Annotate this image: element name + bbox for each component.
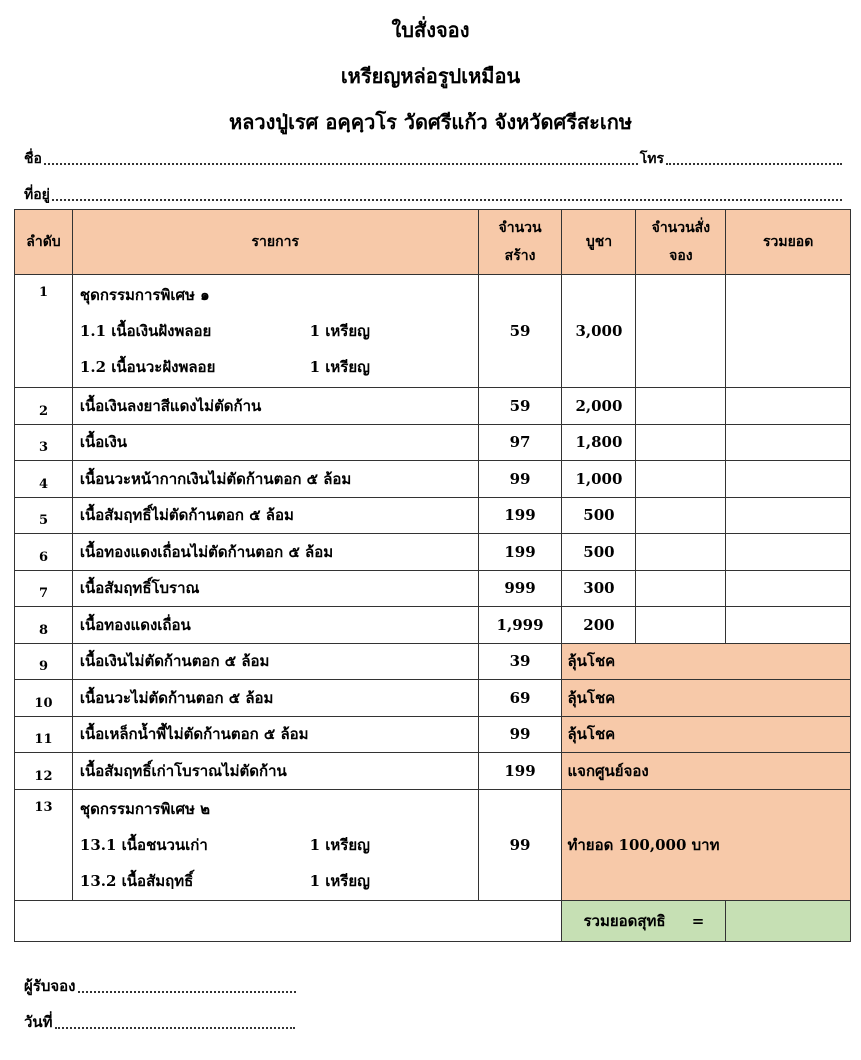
- row-total-input[interactable]: [726, 424, 851, 461]
- header-qty-line2: สร้าง: [504, 248, 536, 264]
- row-no: 3: [15, 424, 73, 461]
- table-row: [15, 789, 851, 900]
- row-price: 500: [562, 497, 636, 534]
- phone-label: โทร: [639, 151, 664, 167]
- row-price: 2,000: [562, 388, 636, 425]
- name-field[interactable]: [44, 163, 638, 165]
- row-qty: 39: [478, 643, 562, 680]
- row-qty: 59: [478, 275, 562, 388]
- row-item: เนื้อเงินลงยาสีแดงไม่ตัดก้าน: [72, 388, 478, 425]
- table-row: [15, 753, 851, 790]
- sum-empty-cell: [15, 900, 562, 941]
- form-title: ใบสั่งจอง: [391, 18, 470, 42]
- row-note: ทำยอด 100,000 บาท: [562, 789, 851, 900]
- sum-label-cell: [562, 900, 726, 941]
- row-qty: 199: [478, 753, 562, 790]
- receiver-row: [24, 974, 296, 998]
- row-qty: 97: [478, 424, 562, 461]
- address-row: [24, 182, 844, 206]
- table-row: [15, 643, 851, 680]
- header-order: [636, 210, 726, 275]
- row-item-title: ชุดกรรมการพิเศษ ๒: [79, 799, 211, 818]
- row-no: 1: [15, 275, 73, 388]
- row-total-input[interactable]: [726, 275, 851, 388]
- header-qty-line1: จำนวน: [498, 220, 542, 236]
- receiver-label: ผู้รับจอง: [24, 977, 76, 995]
- address-field[interactable]: [52, 199, 842, 201]
- row-price: 1,000: [562, 461, 636, 498]
- row-total-input[interactable]: [726, 461, 851, 498]
- table-row: [15, 570, 851, 607]
- subitem-name: 1.2 เนื้อนวะฝังพลอย: [79, 358, 216, 376]
- row-order-input[interactable]: [636, 388, 726, 425]
- row-subitem: [80, 863, 478, 899]
- row-no: 6: [15, 534, 73, 571]
- header-no: ลำดับ: [15, 210, 73, 275]
- row-no: 11: [15, 716, 73, 753]
- row-qty: 99: [478, 716, 562, 753]
- form-subtitle: เหรียญหล่อรูปเหมือน: [340, 64, 521, 88]
- date-row: [24, 1010, 295, 1034]
- row-item: เนื้อเงิน: [72, 424, 478, 461]
- header-order-line1: จำนวนสั่ง: [651, 220, 711, 236]
- subitem-qty: 1 เหรียญ: [309, 322, 370, 340]
- row-order-input[interactable]: [636, 424, 726, 461]
- name-label: ชื่อ: [24, 151, 42, 167]
- row-order-input[interactable]: [636, 607, 726, 644]
- subitem-name: 1.1 เนื้อเงินฝังพลอย: [79, 322, 212, 340]
- row-item: เนื้อทองแดงเถื่อน: [72, 607, 478, 644]
- table-row: [15, 275, 851, 388]
- subitem-qty: 1 เหรียญ: [309, 835, 370, 854]
- row-item: เนื้อทองแดงเถื่อนไม่ตัดก้านตอก ๕ ล้อม: [72, 534, 478, 571]
- phone-field[interactable]: [666, 163, 842, 165]
- row-order-input[interactable]: [636, 570, 726, 607]
- subitem-name: 13.2 เนื้อสัมฤทธิ์: [79, 871, 194, 890]
- header-order-line2: จอง: [669, 248, 693, 264]
- row-order-input[interactable]: [636, 534, 726, 571]
- row-price: 1,800: [562, 424, 636, 461]
- row-no: 8: [15, 607, 73, 644]
- row-note: ลุ้นโชค: [562, 716, 851, 753]
- row-qty: 199: [478, 534, 562, 571]
- row-order-input[interactable]: [636, 461, 726, 498]
- row-item: [72, 275, 478, 388]
- header-item: รายการ: [72, 210, 478, 275]
- row-no: 4: [15, 461, 73, 498]
- row-total-input[interactable]: [726, 388, 851, 425]
- row-item: เนื้อนวะหน้ากากเงินไม่ตัดก้านตอก ๕ ล้อม: [72, 461, 478, 498]
- row-item: เนื้อสัมฤทธิ์เก่าโบราณไม่ตัดก้าน: [72, 753, 478, 790]
- row-subitem: [80, 313, 478, 349]
- row-item-title: ชุดกรรมการพิเศษ ๑: [79, 286, 210, 304]
- row-qty: 59: [478, 388, 562, 425]
- row-qty: 99: [478, 461, 562, 498]
- sum-row: [15, 900, 851, 941]
- row-qty: 69: [478, 680, 562, 717]
- table-row: [15, 424, 851, 461]
- subitem-qty: 1 เหรียญ: [309, 358, 370, 376]
- receiver-field[interactable]: [78, 991, 296, 993]
- row-note: แจกศูนย์จอง: [562, 753, 851, 790]
- header-qty: [478, 210, 562, 275]
- row-total-input[interactable]: [726, 534, 851, 571]
- row-order-input[interactable]: [636, 275, 726, 388]
- row-item: เนื้อสัมฤทธิ์ไม่ตัดก้านตอก ๕ ล้อม: [72, 497, 478, 534]
- row-qty: 199: [478, 497, 562, 534]
- row-price: 200: [562, 607, 636, 644]
- row-no: 5: [15, 497, 73, 534]
- sum-label: รวมยอดสุทธิ: [583, 911, 666, 930]
- form-temple-line: หลวงปู่เรศ อคฺคฺวโร วัดศรีแก้ว จังหวัดศรีสะเกษ: [228, 110, 633, 134]
- row-note: ลุ้นโชค: [562, 680, 851, 717]
- table-row: [15, 534, 851, 571]
- order-table: [14, 209, 851, 942]
- table-row: [15, 461, 851, 498]
- row-subitem: [80, 349, 478, 385]
- row-total-input[interactable]: [726, 607, 851, 644]
- row-order-input[interactable]: [636, 497, 726, 534]
- row-total-input[interactable]: [726, 570, 851, 607]
- row-subitem: [80, 827, 478, 863]
- row-note: ลุ้นโชค: [562, 643, 851, 680]
- row-no: 10: [15, 680, 73, 717]
- row-no: 7: [15, 570, 73, 607]
- table-row: [15, 716, 851, 753]
- row-no: 2: [15, 388, 73, 425]
- row-item: เนื้อสัมฤทธิ์โบราณ: [72, 570, 478, 607]
- date-field[interactable]: [55, 1027, 295, 1029]
- subitem-name: 13.1 เนื้อชนวนเก่า: [79, 835, 208, 854]
- row-qty: 99: [478, 789, 562, 900]
- header-price: บูชา: [562, 210, 636, 275]
- row-qty: 1,999: [478, 607, 562, 644]
- header-total: รวมยอด: [726, 210, 851, 275]
- table-row: [15, 497, 851, 534]
- row-total-input[interactable]: [726, 497, 851, 534]
- date-label: วันที่: [24, 1013, 53, 1031]
- row-item: เนื้อนวะไม่ตัดก้านตอก ๕ ล้อม: [72, 680, 478, 717]
- row-price: 500: [562, 534, 636, 571]
- name-phone-row: [24, 146, 844, 170]
- table-header-row: [15, 210, 851, 275]
- row-price: 300: [562, 570, 636, 607]
- sum-equals: =: [691, 911, 705, 930]
- table-row: [15, 680, 851, 717]
- row-item: เนื้อเหล็กน้ำพี้ไม่ตัดก้านตอก ๕ ล้อม: [72, 716, 478, 753]
- row-qty: 999: [478, 570, 562, 607]
- row-price: 3,000: [562, 275, 636, 388]
- row-no: 13: [15, 789, 73, 900]
- table-row: [15, 607, 851, 644]
- row-no: 12: [15, 753, 73, 790]
- address-label: ที่อยู่: [24, 187, 50, 203]
- row-item: เนื้อเงินไม่ตัดก้านตอก ๕ ล้อม: [72, 643, 478, 680]
- row-no: 9: [15, 643, 73, 680]
- table-row: [15, 388, 851, 425]
- subitem-qty: 1 เหรียญ: [309, 871, 370, 890]
- row-item: [72, 789, 478, 900]
- sum-total-input[interactable]: [726, 900, 851, 941]
